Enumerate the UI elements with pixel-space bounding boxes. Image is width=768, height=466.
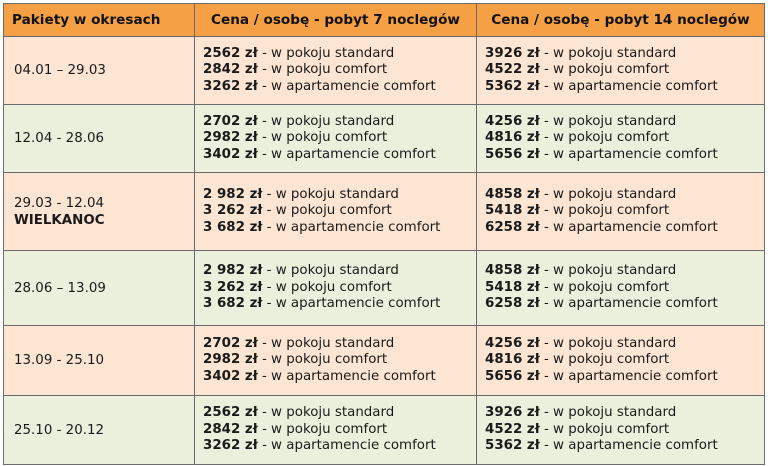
price-amount: 2842 zł	[203, 62, 258, 78]
price-line	[485, 263, 764, 280]
room-type: - w pokoju comfort	[539, 62, 670, 78]
price-7-nights-cell	[195, 105, 477, 173]
price-amount: 4858 zł	[485, 263, 540, 279]
room-type: - w apartamencie comfort	[262, 296, 441, 312]
price-line	[485, 220, 764, 237]
price-7-nights-cell	[195, 251, 477, 326]
price-line	[485, 369, 764, 386]
price-amount: 3262 zł	[203, 438, 258, 454]
period-dates: 04.01 – 29.03	[14, 63, 106, 78]
period-cell	[4, 37, 195, 105]
price-amount: 6258 zł	[485, 219, 540, 235]
period-cell	[4, 396, 195, 465]
price-line	[485, 187, 764, 204]
price-14-nights-cell	[477, 173, 765, 251]
price-14-nights-cell	[477, 37, 765, 105]
room-type: - w apartamencie comfort	[539, 78, 718, 94]
price-amount: 5362 zł	[485, 438, 540, 454]
room-type: - w pokoju comfort	[262, 279, 392, 295]
room-type: - w pokoju standard	[257, 113, 395, 129]
room-type: - w apartamencie comfort	[539, 368, 718, 384]
price-line	[485, 352, 764, 369]
price-line	[203, 352, 476, 369]
price-amount: 5418 zł	[485, 203, 540, 219]
price-amount: 3402 zł	[203, 368, 258, 384]
price-amount: 5656 zł	[485, 368, 540, 384]
room-type: - w pokoju standard	[539, 113, 677, 129]
table-row	[4, 37, 765, 105]
price-line	[203, 296, 476, 313]
price-amount: 3402 zł	[203, 146, 258, 162]
period-dates: 28.06 – 13.09	[14, 280, 106, 296]
price-line	[485, 336, 764, 353]
price-line	[203, 369, 476, 386]
price-line	[203, 147, 476, 164]
price-amount: 3262 zł	[203, 78, 258, 94]
room-type: - w pokoju comfort	[539, 130, 670, 146]
room-type: - w pokoju standard	[262, 263, 399, 279]
price-amount: 2702 zł	[203, 113, 258, 129]
period-dates: 12.04 - 28.06	[14, 131, 105, 146]
price-amount: 3 682 zł	[203, 219, 263, 235]
price-line	[203, 79, 476, 96]
room-type: - w pokoju standard	[257, 45, 395, 61]
price-line	[203, 280, 476, 297]
room-type: - w pokoju standard	[257, 405, 395, 421]
header-price-14-nights: Cena / osobę - pobyt 14 noclegów	[477, 4, 765, 37]
price-line	[485, 405, 764, 422]
price-amount: 2842 zł	[203, 421, 258, 437]
price-amount: 3926 zł	[485, 45, 540, 61]
price-amount: 4256 zł	[485, 335, 540, 351]
period-dates: 25.10 - 20.12	[14, 422, 105, 438]
price-amount: 3 262 zł	[203, 203, 263, 219]
price-line	[203, 438, 476, 455]
room-type: - w pokoju standard	[539, 45, 677, 61]
price-amount: 3 262 zł	[203, 279, 263, 295]
price-line	[203, 187, 476, 204]
price-amount: 2702 zł	[203, 335, 258, 351]
price-amount: 6258 zł	[485, 296, 540, 312]
price-amount: 2982 zł	[203, 352, 258, 368]
period-cell	[4, 326, 195, 396]
room-type: - w apartamencie comfort	[539, 438, 718, 454]
room-type: - w apartamencie comfort	[539, 296, 718, 312]
price-line	[485, 46, 764, 63]
room-type: - w pokoju comfort	[539, 421, 670, 437]
room-type: - w pokoju comfort	[257, 62, 388, 78]
price-amount: 2982 zł	[203, 130, 258, 146]
table-row	[4, 173, 765, 251]
price-line	[485, 203, 764, 220]
period-note: WIELKANOC	[14, 212, 105, 228]
room-type: - w pokoju comfort	[257, 130, 388, 146]
period-cell	[4, 173, 195, 251]
price-line	[203, 114, 476, 131]
price-amount: 5656 zł	[485, 146, 540, 162]
period-cell	[4, 251, 195, 326]
header-price-7-nights: Cena / osobę - pobyt 7 noclegów	[195, 4, 477, 37]
price-14-nights-cell	[477, 396, 765, 465]
price-line	[203, 46, 476, 63]
price-amount: 2562 zł	[203, 405, 258, 421]
price-amount: 4816 zł	[485, 130, 540, 146]
price-amount: 4816 zł	[485, 352, 540, 368]
room-type: - w apartamencie comfort	[257, 78, 436, 94]
price-amount: 2 982 zł	[203, 263, 263, 279]
room-type: - w pokoju standard	[257, 335, 395, 351]
room-type: - w pokoju standard	[539, 405, 677, 421]
table-header	[4, 4, 765, 37]
room-type: - w pokoju comfort	[539, 203, 670, 219]
period-dates: 13.09 - 25.10	[14, 353, 105, 368]
price-amount: 3926 zł	[485, 405, 540, 421]
table-body	[4, 37, 765, 465]
room-type: - w pokoju comfort	[539, 352, 670, 368]
price-amount: 4858 zł	[485, 186, 540, 202]
price-7-nights-cell	[195, 396, 477, 465]
price-line	[203, 203, 476, 220]
room-type: - w pokoju standard	[262, 186, 399, 202]
price-amount: 2562 zł	[203, 45, 258, 61]
price-line	[485, 422, 764, 439]
price-line	[203, 263, 476, 280]
price-line	[485, 147, 764, 164]
price-amount: 3 682 zł	[203, 296, 263, 312]
room-type: - w apartamencie comfort	[539, 146, 718, 162]
price-line	[203, 62, 476, 79]
room-type: - w apartamencie comfort	[539, 219, 718, 235]
period-cell	[4, 105, 195, 173]
price-line	[485, 79, 764, 96]
price-line	[203, 130, 476, 147]
table-row	[4, 105, 765, 173]
price-amount: 5362 zł	[485, 78, 540, 94]
room-type: - w pokoju standard	[539, 335, 677, 351]
price-line	[485, 296, 764, 313]
price-line	[203, 336, 476, 353]
header-periods: Pakiety w okresach	[4, 4, 195, 37]
room-type: - w pokoju standard	[539, 263, 677, 279]
period-dates: 29.03 - 12.04	[14, 195, 105, 211]
room-type: - w pokoju comfort	[257, 352, 388, 368]
price-line	[203, 220, 476, 237]
price-7-nights-cell	[195, 173, 477, 251]
header-row	[4, 4, 765, 37]
price-line	[203, 405, 476, 422]
room-type: - w apartamencie comfort	[257, 146, 436, 162]
table-row	[4, 251, 765, 326]
price-amount: 4522 zł	[485, 62, 540, 78]
price-line	[485, 438, 764, 455]
room-type: - w pokoju comfort	[257, 421, 388, 437]
price-line	[485, 114, 764, 131]
price-7-nights-cell	[195, 37, 477, 105]
price-line	[485, 280, 764, 297]
table-row	[4, 396, 765, 465]
price-14-nights-cell	[477, 326, 765, 396]
room-type: - w apartamencie comfort	[257, 438, 436, 454]
price-14-nights-cell	[477, 251, 765, 326]
price-7-nights-cell	[195, 326, 477, 396]
room-type: - w pokoju comfort	[262, 203, 392, 219]
price-table	[3, 3, 765, 465]
price-line	[203, 422, 476, 439]
price-amount: 4256 zł	[485, 113, 540, 129]
room-type: - w apartamencie comfort	[262, 219, 441, 235]
room-type: - w apartamencie comfort	[257, 368, 436, 384]
price-amount: 2 982 zł	[203, 186, 263, 202]
room-type: - w pokoju standard	[539, 186, 677, 202]
price-14-nights-cell	[477, 105, 765, 173]
price-line	[485, 62, 764, 79]
price-amount: 5418 zł	[485, 279, 540, 295]
table-row	[4, 326, 765, 396]
room-type: - w pokoju comfort	[539, 279, 670, 295]
price-line	[485, 130, 764, 147]
price-amount: 4522 zł	[485, 421, 540, 437]
